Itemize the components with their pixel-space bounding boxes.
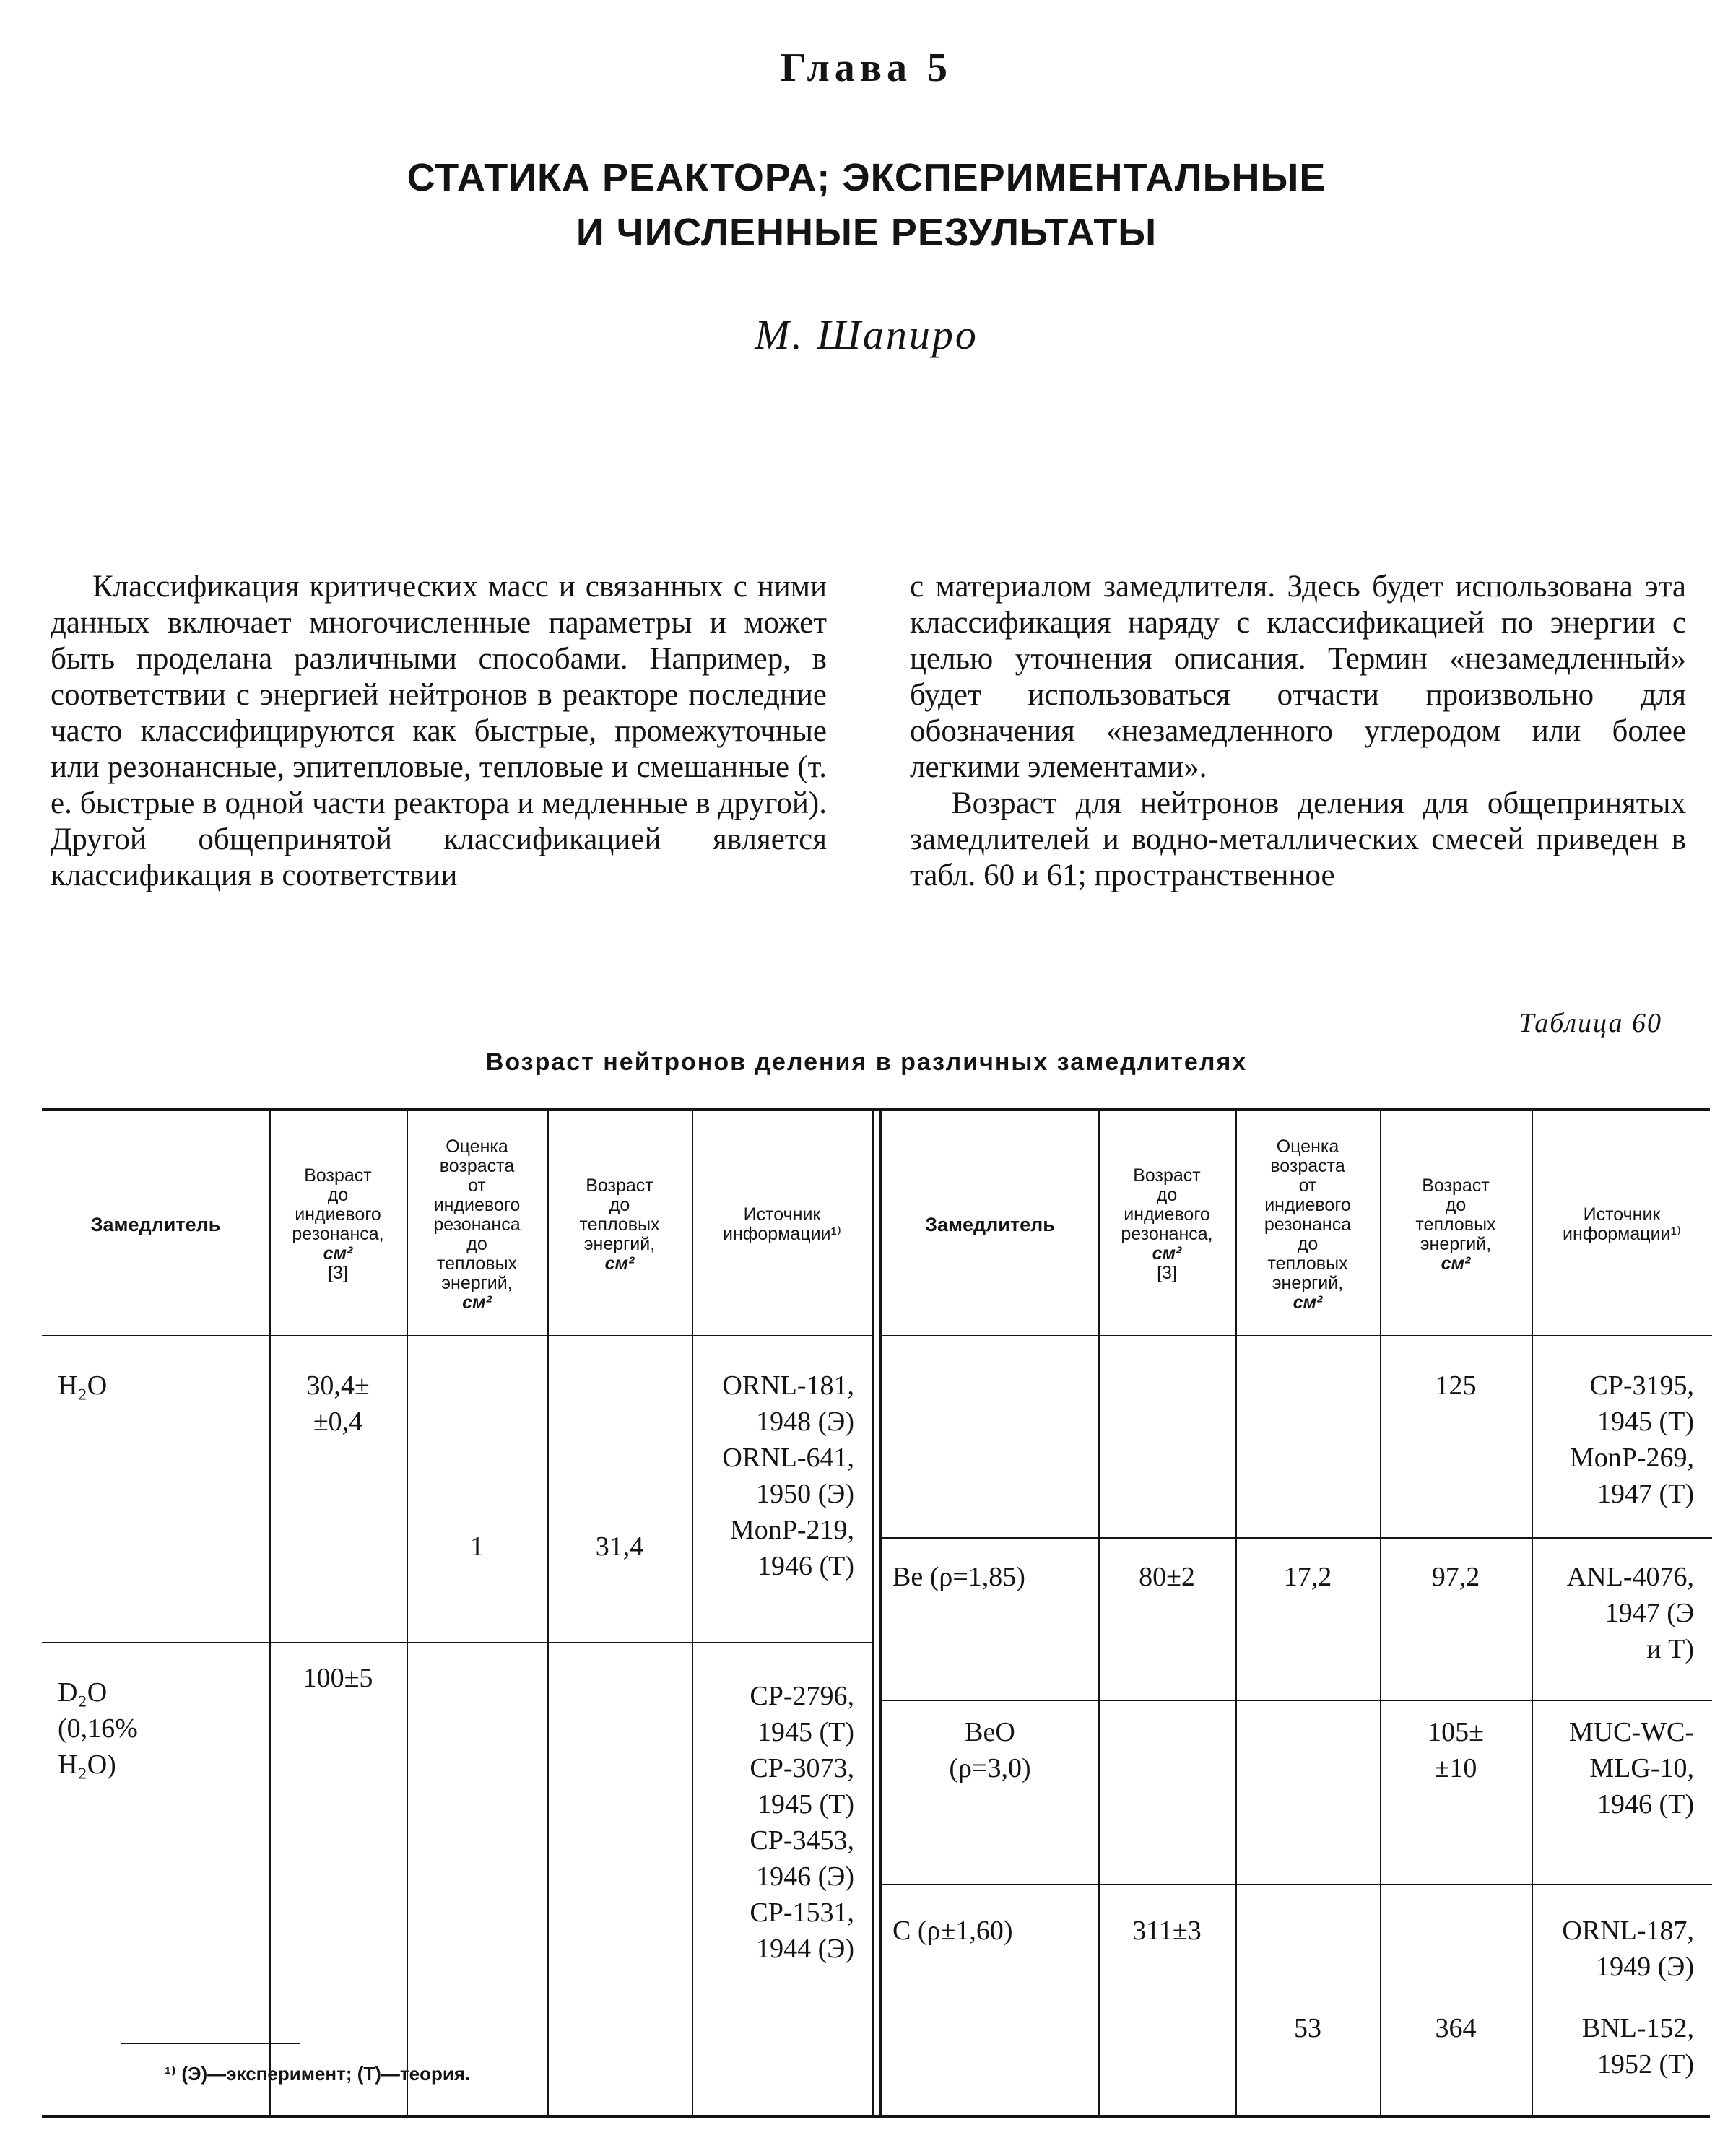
header-text: энергий, <box>583 1233 656 1254</box>
right-text-column <box>910 569 1686 894</box>
source-ref: MUC-WC- <box>1568 1717 1694 1747</box>
header-text: Возраст <box>1422 1175 1490 1196</box>
header-text: до <box>609 1194 630 1215</box>
cell-moderator-beo <box>882 1714 1098 1786</box>
header-text: тепловых <box>1267 1253 1348 1274</box>
header-text: до <box>466 1233 487 1254</box>
header-text: [3] <box>328 1263 348 1283</box>
source-ref: ANL-4076, <box>1566 1562 1694 1592</box>
header-text: энергий, <box>1272 1272 1344 1293</box>
header-text: индиевого <box>295 1204 381 1225</box>
header-text: [3] <box>1157 1263 1177 1283</box>
cell-text: (ρ=3,0) <box>949 1753 1031 1783</box>
table-right-half <box>879 1111 1712 2115</box>
header-text: Оценка <box>446 1136 508 1157</box>
cell-age-thermal: 364 <box>1435 2013 1477 2043</box>
header-text: до <box>1445 1194 1467 1215</box>
header-age-thermal <box>1380 1117 1532 1332</box>
chapter-heading: Глава 5 <box>781 45 952 90</box>
header-text: до <box>1156 1185 1178 1205</box>
header-text: тепловых <box>579 1214 660 1235</box>
source-ref: 1947 (Э <box>1604 1598 1694 1628</box>
header-unit: см² <box>604 1253 635 1274</box>
header-text: индиевого <box>1124 1204 1210 1225</box>
cell-sources <box>1532 1368 1694 1512</box>
header-text: энергий, <box>441 1272 513 1293</box>
cell-text: BeO <box>965 1717 1015 1747</box>
left-paragraph: Классификация критических масс и связанных с ними данных включает многочисленные параметры и может быть проделана различными способами. Например, в соответствии с энергией нейтронов в реакторе последние часто классифицируются как быстрые, промежуточные или резонансные, эпитепловые, тепловые и смешанные (т. е. быстрые в одной части реактора и медленные в другой). Другой общепринятой классификацией является классификация в соответствии <box>51 570 827 892</box>
header-age-thermal <box>547 1117 692 1332</box>
header-text: резонанса, <box>292 1224 384 1244</box>
header-text: тепловых <box>1415 1214 1496 1235</box>
cell-age-thermal: 105± ±10 <box>1428 1717 1484 1783</box>
cell-moderator-be: Be (ρ=1,85) <box>892 1562 1025 1592</box>
header-text: информации¹⁾ <box>1563 1224 1681 1244</box>
cell-sources <box>1532 1913 1694 1985</box>
table-left-half <box>42 1111 874 2115</box>
header-text: Оценка <box>1276 1136 1339 1157</box>
right-paragraph-1: с материалом замедлителя. Здесь будет использована эта классификация наряду с классификацией по энергии с целью уточнения описания. Термин «незамедленный» будет использоваться отчасти произвольно для обозначения «незамедленного углеродом или более легкими элементами». <box>910 570 1686 784</box>
footnote-rule <box>121 2043 300 2044</box>
header-text: тепловых <box>436 1253 518 1274</box>
cell-sources <box>1532 2010 1694 2082</box>
cell-moderator-c: C (ρ±1,60) <box>892 1916 1013 1946</box>
header-text: резонанса, <box>1121 1224 1213 1244</box>
header-text: Возраст <box>304 1165 372 1186</box>
source-ref: 1949 (Э) <box>1596 1952 1694 1982</box>
header-text: Источник <box>1583 1204 1661 1225</box>
header-text: Источник <box>743 1204 821 1225</box>
source-ref: ORNL-181, <box>722 1370 854 1401</box>
source-ref: MLG-10, <box>1589 1753 1694 1783</box>
header-text: резонанса <box>1264 1214 1352 1235</box>
source-ref: 1946 (Т) <box>757 1551 854 1581</box>
header-text: возраста <box>439 1155 515 1176</box>
source-ref: 1950 (Э) <box>756 1479 854 1509</box>
title-line-1: СТАТИКА РЕАКТОРА; ЭКСПЕРИМЕНТАЛЬНЫЕ <box>407 156 1326 199</box>
source-ref: CP-3195, <box>1589 1370 1694 1401</box>
cell-text: (0,16% <box>58 1713 138 1744</box>
source-ref: 1946 (Э) <box>756 1861 854 1892</box>
cell-sources <box>692 1678 854 1967</box>
cell-moderator-h2o: H₂O <box>58 1370 108 1401</box>
header-unit: см² <box>1152 1243 1182 1264</box>
table-caption: Возраст нейтронов деления в различных замедлителях <box>485 1048 1248 1076</box>
header-unit: см² <box>462 1292 492 1313</box>
header-unit: см² <box>1293 1292 1323 1313</box>
source-ref: MonP-269, <box>1569 1443 1694 1473</box>
source-ref: CP-1531, <box>750 1898 854 1928</box>
source-ref: ORNL-641, <box>722 1443 854 1473</box>
header-text: резонанса <box>433 1214 521 1235</box>
source-ref: 1947 (Т) <box>1597 1479 1694 1509</box>
source-ref: 1946 (Т) <box>1597 1789 1694 1820</box>
source-ref: 1948 (Э) <box>756 1407 854 1437</box>
left-text-column <box>51 569 827 894</box>
source-ref: 1944 (Э) <box>756 1934 854 1964</box>
header-source <box>692 1117 872 1332</box>
header-age-estimate <box>407 1117 547 1332</box>
cell-age-indium: 80±2 <box>1139 1562 1195 1592</box>
cell-age-indium: 100±5 <box>303 1663 373 1693</box>
title-line-2: И ЧИСЛЕННЫЕ РЕЗУЛЬТАТЫ <box>576 211 1157 254</box>
cell-text: 30,4± <box>306 1370 370 1401</box>
cell-sources <box>1532 1714 1694 1822</box>
source-ref: MonP-219, <box>729 1515 854 1545</box>
cell-age-thermal: 97,2 <box>1431 1562 1480 1592</box>
header-source <box>1532 1117 1712 1332</box>
cell-age-estimate: 1 <box>470 1531 484 1562</box>
cell-age-indium <box>269 1368 407 1440</box>
header-unit: см² <box>1441 1253 1471 1274</box>
header-text: Возраст <box>1133 1165 1201 1186</box>
source-ref: 1952 (Т) <box>1597 2049 1694 2079</box>
cell-text: H₂O) <box>58 1749 116 1780</box>
header-moderator: Замедлитель <box>90 1213 221 1235</box>
cell-moderator-d2o <box>58 1674 267 1783</box>
cell-age-thermal: 31,4 <box>595 1531 644 1562</box>
cell-sources <box>1532 1559 1694 1667</box>
source-ref: и Т) <box>1646 1634 1694 1664</box>
header-text: от <box>1298 1175 1317 1196</box>
table-60 <box>42 1108 1710 2118</box>
author-name: М. Шапиро <box>755 311 978 358</box>
cell-sources <box>692 1368 854 1584</box>
cell-age-estimate: 17,2 <box>1283 1562 1332 1592</box>
source-ref: BNL-152, <box>1581 2013 1694 2043</box>
header-moderator: Замедлитель <box>925 1213 1055 1235</box>
cell-age-thermal: 125 <box>1435 1370 1477 1401</box>
header-text: от <box>468 1175 486 1196</box>
source-ref: ORNL-187, <box>1562 1916 1694 1946</box>
cell-text: ±0,4 <box>313 1407 363 1437</box>
header-unit: см² <box>323 1243 353 1264</box>
source-ref: CP-2796, <box>750 1681 854 1711</box>
source-ref: CP-3073, <box>750 1753 854 1783</box>
header-text: Возраст <box>586 1175 653 1196</box>
header-text: индиевого <box>1264 1194 1351 1215</box>
header-text: до <box>327 1185 349 1205</box>
header-text: энергий, <box>1420 1233 1492 1254</box>
cell-age-estimate: 53 <box>1294 2013 1321 2043</box>
source-ref: 1945 (Т) <box>757 1717 854 1747</box>
header-age-estimate <box>1235 1117 1380 1332</box>
header-text: до <box>1297 1233 1319 1254</box>
chapter-title <box>0 150 1733 260</box>
source-ref: CP-3453, <box>750 1825 854 1856</box>
cell-age-indium: 311±3 <box>1132 1916 1202 1946</box>
cell-text: D₂O <box>58 1677 108 1708</box>
footnote: ¹⁾ (Э)—эксперимент; (Т)—теория. <box>165 2063 471 2085</box>
right-paragraph-2: Возраст для нейтронов деления для общепринятых замедлителей и водно-металлических смесей приведен в табл. 60 и 61; пространственное <box>910 786 1686 892</box>
header-text: индиевого <box>433 1194 521 1215</box>
header-text: возраста <box>1270 1155 1345 1176</box>
header-text: информации¹⁾ <box>723 1224 841 1244</box>
header-age-indium <box>269 1117 407 1332</box>
source-ref: 1945 (Т) <box>757 1789 854 1820</box>
table-number: Таблица 60 <box>1519 1008 1662 1038</box>
source-ref: 1945 (Т) <box>1597 1407 1694 1437</box>
header-age-indium <box>1098 1117 1235 1332</box>
